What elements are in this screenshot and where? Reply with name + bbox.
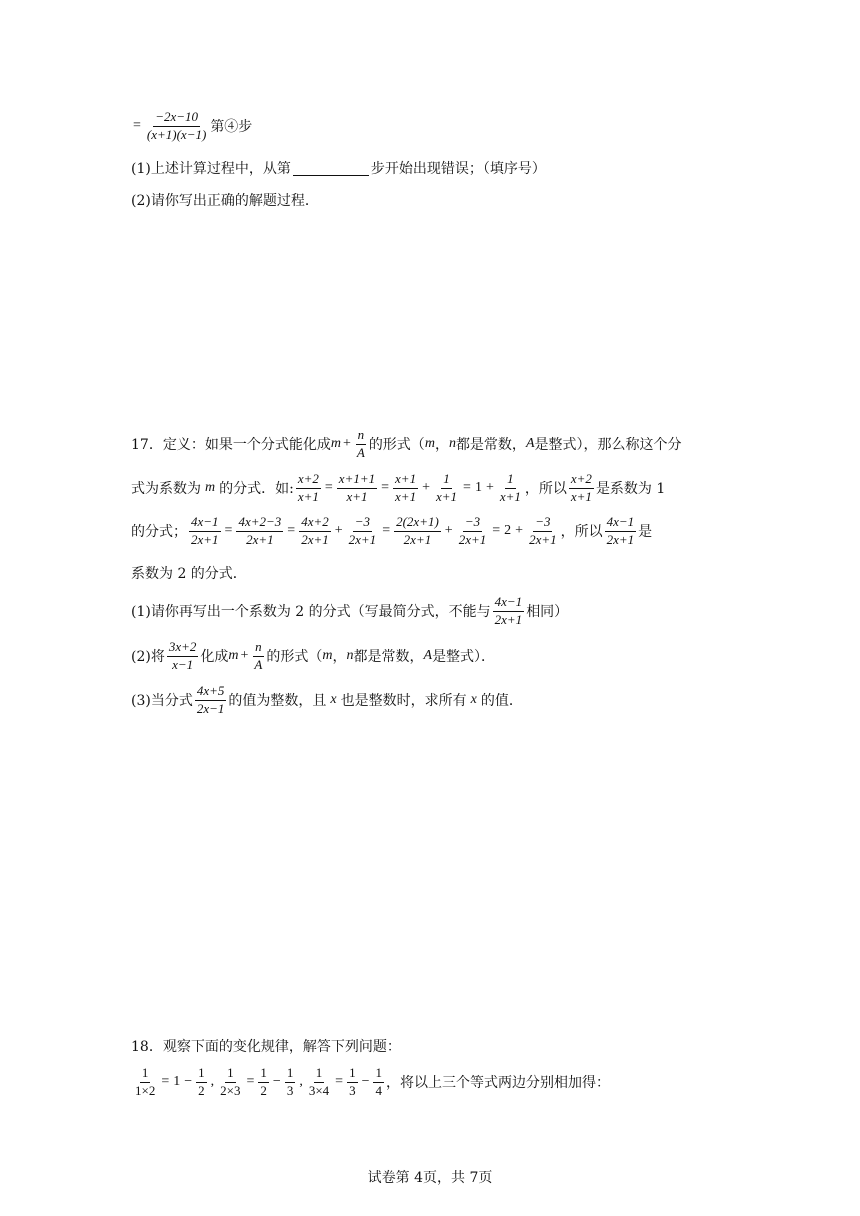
answer-blank[interactable] <box>293 161 369 176</box>
step4-fraction: $\frac{-2x-10}{(x+1)(x-1)}$ <box>146 109 207 142</box>
q16-part1: (1)上述计算过程中，从第 步开始出现错误；（填序号） <box>131 161 546 177</box>
equals-sign: = <box>133 118 141 134</box>
step4-label: 第④步 <box>210 119 253 136</box>
step4-line <box>131 110 252 143</box>
q17-part3: (3)当分式 $\frac{4x+5}{2x-1}$ 的值为整数，且 x 也是整数时，求所有 x 的值． <box>131 683 523 716</box>
n-over-A-fraction: $\frac{n}{A}$ <box>356 427 365 460</box>
q16-part2: (2)请你写出正确的解题过程． <box>131 193 319 209</box>
q17-example2: 的分式； $\frac{4x-1}{2x+1}$ = $\frac{4x+2-3}{2x+1}$ = $\frac{4x+2}{2x+1}$ + $\frac{-3}{2x+1}$ = $\frac{2(2x+1)}{2x+1}$ + $\frac{-3}{2x+1}$ = 2 + $\frac{-3}{2x+1}$ ，所以 $\frac{4x-1}{2x+1}$ 是 <box>131 514 653 547</box>
q17-line4: 系数为 2 的分式． <box>131 566 247 582</box>
q18-equations: $\frac{1}{1\times 2}$ = 1 − $\frac{1}{2}$ , $\frac{1}{2\times 3}$ = $\frac{1}{2}$ − $\frac{1}{3}$ , $\frac{1}{3\times 4}$ = $\frac{1}{3}$ − $\frac{1}{4}$ ，将以上三个等式两边分别相加得： <box>135 1065 610 1098</box>
page-footer: 试卷第 4页，共 7页 <box>367 1170 493 1186</box>
q17-example1: 式为系数为 m 的分式．如: $\frac{x+2}{x+1}$ = $\frac{x+1+1}{x+1}$ = $\frac{x+1}{x+1}$ + $\frac{1}{x+1}$ = 1 + $\frac{1}{x+1}$ ，所以 $\frac{x+2}{x+1}$ 是系数为 1 <box>131 471 666 504</box>
q17-intro: 17．定义：如果一个分式能化成 m + $\frac{n}{A}$ 的形式（ m ， n 都是常数， A 是整式），那么称这个分 <box>131 427 682 460</box>
q18-intro: 18．观察下面的变化规律，解答下列问题： <box>131 1039 401 1055</box>
q17-part1: (1)请你再写出一个系数为 2 的分式（写最简分式，不能与 $\frac{4x-1}{2x+1}$ 相同） <box>131 594 569 627</box>
q17-part2: (2)将 $\frac{3x+2}{x-1}$ 化成 m + $\frac{n}{A}$ 的形式（ m ， n 都是常数， A 是整式）． <box>131 639 496 672</box>
